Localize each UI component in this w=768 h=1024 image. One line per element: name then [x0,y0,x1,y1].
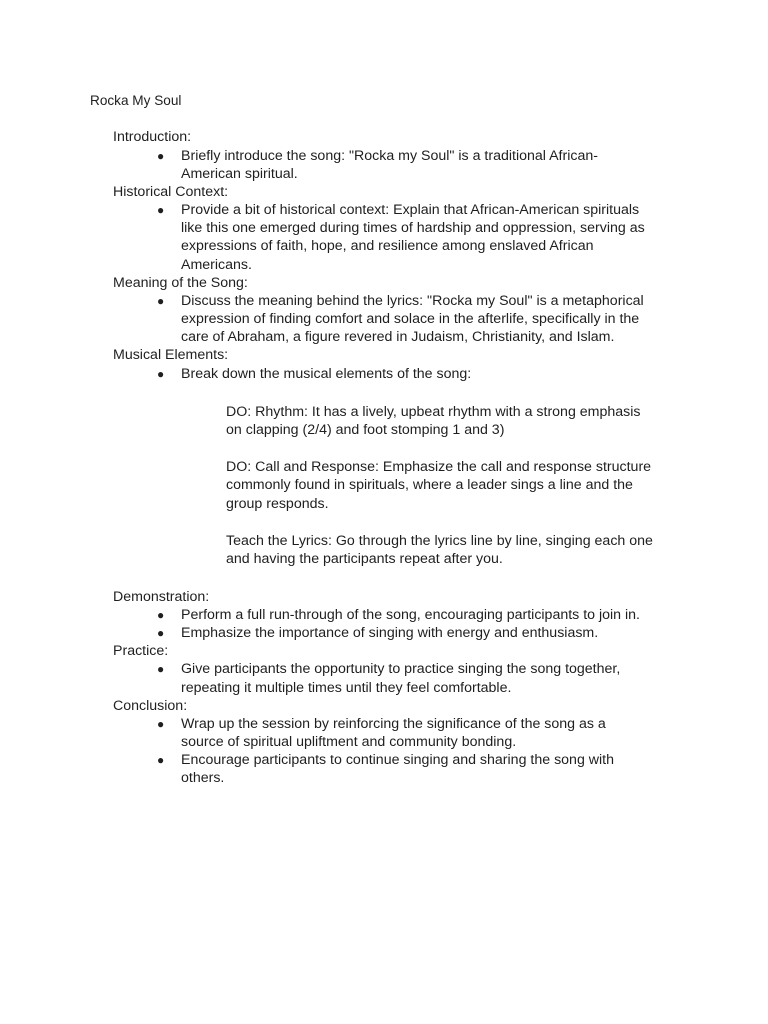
paragraph-line: DO: Call and Response: Emphasize the call and response structure [226,459,652,475]
list-item-line: Briefly introduce the song: "Rocka my Soul" is a traditional African- [181,148,598,164]
list-item-line: Americans. [181,257,252,273]
bullet-icon: ● [157,149,165,163]
bullet-icon: ● [157,294,165,308]
list-item-line: repeating it multiple times until they feel comfortable. [181,680,512,696]
section-heading-musical-elements: Musical Elements: [113,347,229,363]
section-heading-historical-context: Historical Context: [113,184,229,200]
document-title: Rocka My Soul [90,93,182,108]
paragraph-line: group responds. [226,496,329,512]
bullet-icon: ● [157,753,165,767]
list-item-line: Provide a bit of historical context: Explain that African-American spirituals [181,202,640,218]
bullet-icon: ● [157,203,165,217]
list-item-line: others. [181,770,225,786]
bullet-icon: ● [157,608,165,622]
paragraph-line: on clapping (2/4) and foot stomping 1 and 3) [226,422,505,438]
list-item-line: expressions of faith, hope, and resilience among enslaved African [181,238,594,254]
list-item-line: source of spiritual upliftment and community bonding. [181,734,517,750]
bullet-icon: ● [157,626,165,640]
paragraph-line: commonly found in spirituals, where a leader sings a line and the [226,477,633,493]
bullet-icon: ● [157,717,165,731]
list-item-line: Break down the musical elements of the song: [181,366,472,382]
section-heading-conclusion: Conclusion: [113,698,188,714]
list-item-line: care of Abraham, a figure revered in Judaism, Christianity, and Islam. [181,329,615,345]
list-item-line: Emphasize the importance of singing with energy and enthusiasm. [181,625,599,641]
list-item-line: Encourage participants to continue singing and sharing the song with [181,752,615,768]
list-item-line: Perform a full run-through of the song, encouraging participants to join in. [181,607,640,623]
bullet-icon: ● [157,367,165,381]
paragraph-line: DO: Rhythm: It has a lively, upbeat rhythm with a strong emphasis [226,404,641,420]
paragraph-line: and having the participants repeat after you. [226,551,503,567]
list-item-line: American spiritual. [181,166,298,182]
section-heading-meaning-of-the-song: Meaning of the Song: [113,275,248,291]
list-item-line: Give participants the opportunity to practice singing the song together, [181,661,621,677]
list-item-line: Wrap up the session by reinforcing the significance of the song as a [181,716,606,732]
paragraph-line: Teach the Lyrics: Go through the lyrics line by line, singing each one [226,533,653,549]
section-heading-practice: Practice: [113,643,169,659]
section-heading-demonstration: Demonstration: [113,589,210,605]
bullet-icon: ● [157,662,165,676]
section-heading-introduction: Introduction: [113,129,192,145]
list-item-line: expression of finding comfort and solace in the afterlife, specifically in the [181,311,640,327]
list-item-line: Discuss the meaning behind the lyrics: "Rocka my Soul" is a metaphorical [181,293,644,309]
list-item-line: like this one emerged during times of hardship and oppression, serving as [181,220,645,236]
